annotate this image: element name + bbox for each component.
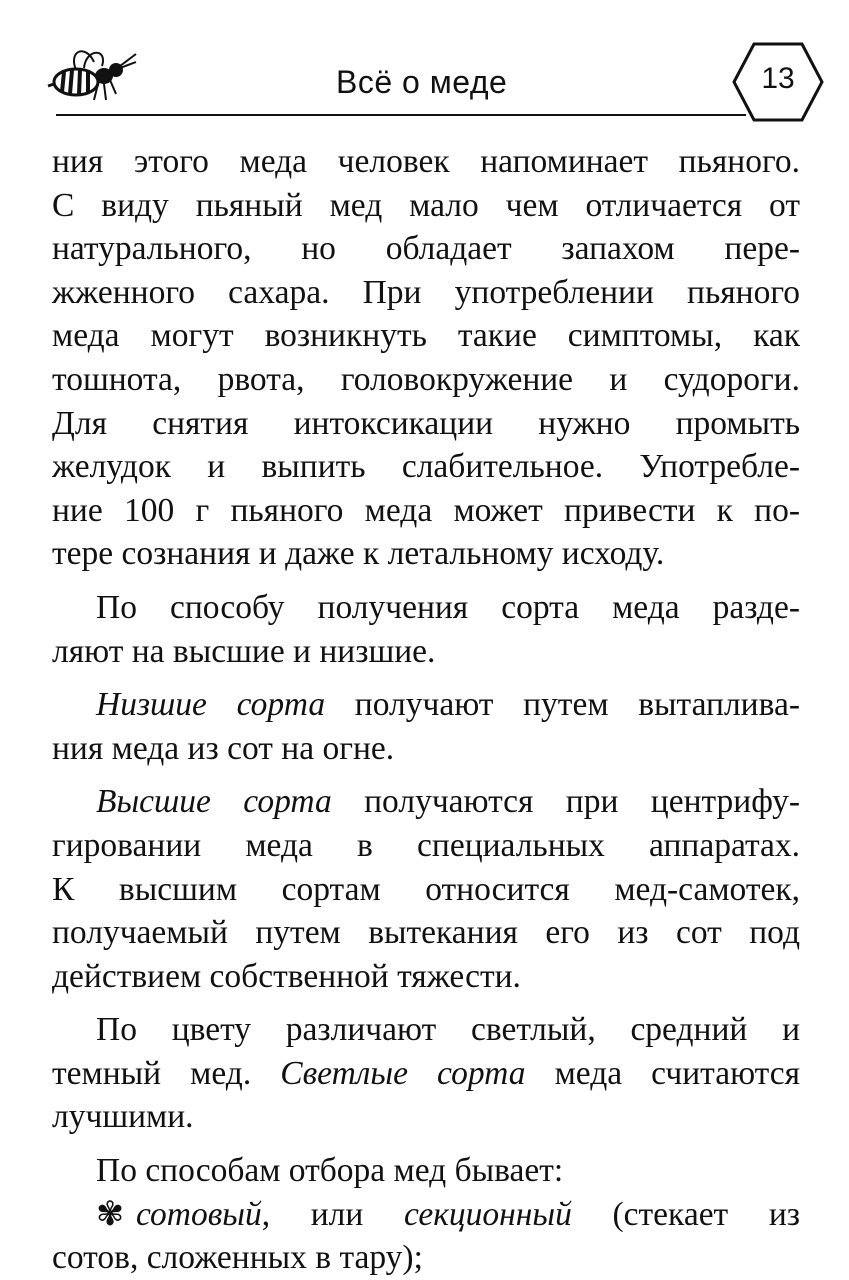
text-line: получаемый путем вытекания его из сот под [52, 914, 800, 952]
page-header [0, 0, 849, 130]
term-comb-honey: сотовый [136, 1195, 262, 1233]
text-run: меда считаются [525, 1054, 800, 1092]
text-line [52, 1193, 800, 1237]
header-rule [56, 114, 746, 116]
flower-bullet-icon: ✾ [96, 1195, 125, 1233]
running-title: Всё о меде [336, 64, 508, 100]
paragraph-6 [52, 1149, 800, 1193]
text-line: ние 100 г пьяного меда может привести к по- [52, 491, 800, 529]
paragraph-5 [52, 1008, 800, 1139]
paragraph-1 [52, 140, 800, 576]
text-line: ния меда из сот на огне. [52, 729, 395, 767]
list-item [52, 1193, 800, 1280]
text-run: получаются при центрифу- [331, 783, 801, 821]
term-lower-grades: Низшие сорта [96, 686, 326, 724]
text-line: По способу получения сорта меда разде- [96, 588, 800, 626]
text-line: С виду пьяный мед мало чем отличается от [52, 186, 800, 224]
text-line [52, 780, 800, 824]
text-line: тере сознания и даже к летальному исходу. [52, 535, 665, 573]
text-line: действием собственной тяжести. [52, 957, 521, 995]
text-line: ния этого меда человек напоминает пьяного. [52, 143, 800, 180]
paragraph-4 [52, 780, 800, 998]
text-line: жженного сахара. При употреблении пьяного [52, 273, 800, 311]
term-light-grades: Светлые сорта [280, 1054, 526, 1092]
text-line: меда могут возникнуть такие симптомы, как [52, 317, 800, 355]
text-run: , или [261, 1195, 404, 1233]
text-line: Для снятия интоксикации нужно промыть [52, 404, 800, 442]
bee-icon [46, 40, 138, 110]
text-line: К высшим сортам относится мед-самотек, [52, 870, 800, 908]
text-run: получают путем вытаплива- [325, 686, 800, 724]
text-line: По цвету различают светлый, средний и [96, 1011, 800, 1049]
text-line: ляют на высшие и низшие. [52, 632, 436, 670]
term-section-honey: секционный [403, 1195, 572, 1233]
paragraph-2 [52, 586, 800, 673]
text-line: тошнота, рвота, головокружение и судороги. [52, 360, 800, 398]
text-run: (стекает из [571, 1195, 801, 1233]
text-line [52, 1052, 800, 1096]
text-line: гировании меда в специальных аппаратах. [52, 826, 800, 864]
text-line: лучшими. [52, 1098, 194, 1136]
text-line: сотов, сложенных в тару); [52, 1239, 423, 1277]
page-body [52, 140, 800, 1280]
text-line [52, 683, 800, 727]
paragraph-3 [52, 683, 800, 770]
term-higher-grades: Высшие сорта [96, 783, 332, 821]
page-number: 13 [761, 62, 795, 95]
text-line: натурального, но обладает запахом пере- [52, 230, 800, 268]
text-line: По способам отбора мед бывает: [96, 1152, 564, 1190]
text-line: желудок и выпить слабительное. Употребле- [52, 448, 800, 486]
text-run: темный мед. [52, 1054, 281, 1092]
